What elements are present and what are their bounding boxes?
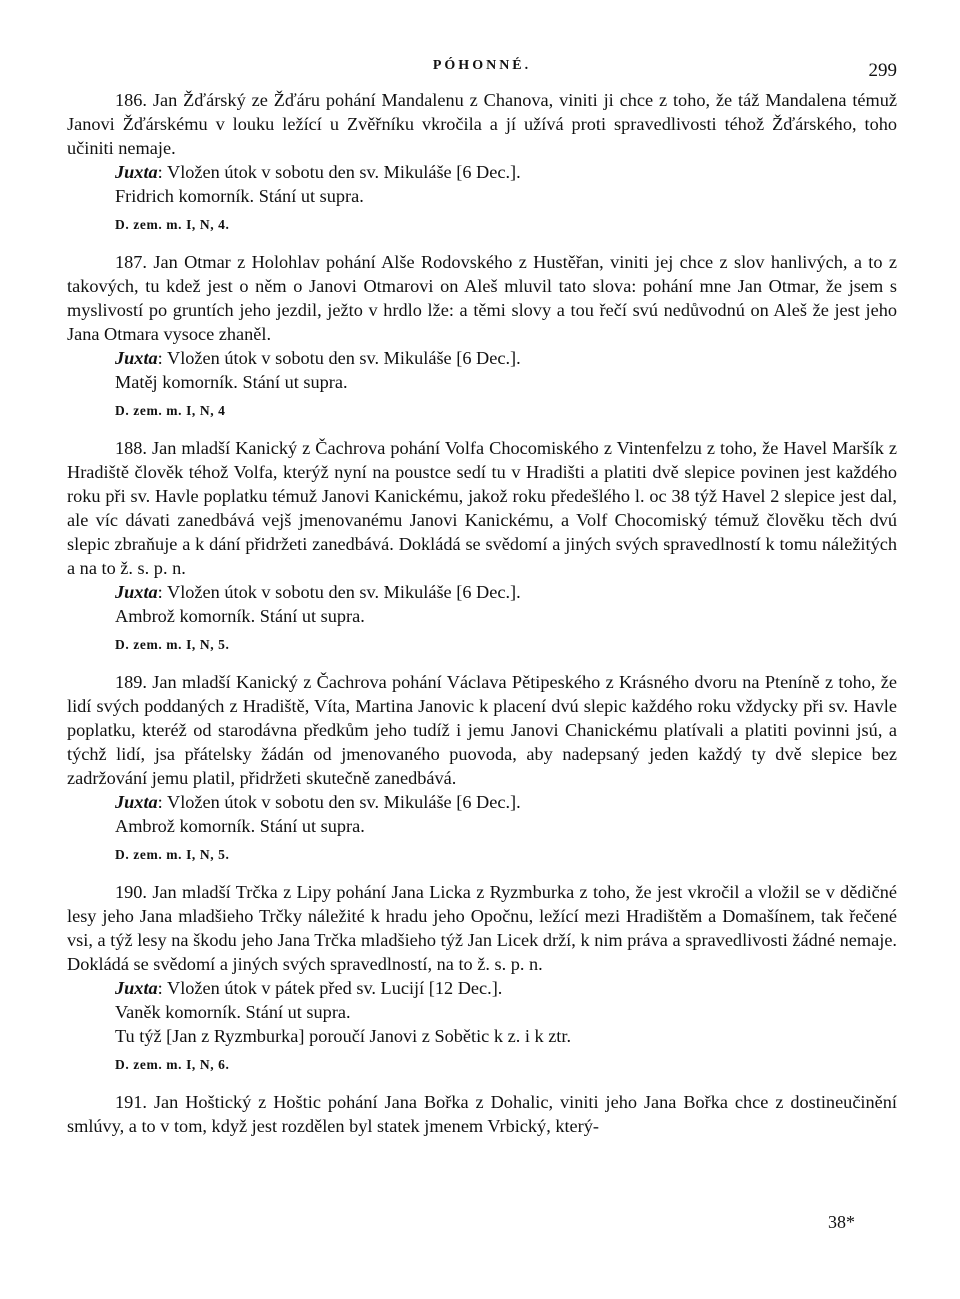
juxta-label: Juxta <box>115 348 158 368</box>
entry-text: 189. Jan mladší Kanický z Čachrova pohání Václava Pětipeského z Krásného dvoru na Pteníně z toho, že lidí svých poddaných z Hradiště, Víta, Martina Janovic k placení dvú slepic každého roku vždycky při sv. Havle poplatku, kteréž od starodávna předkům jeho tudíž i jemu Janovi Chanickému platívali a platiti povinni jsú, a týchž lidí, jsa přátelsky žádán od jmenovaného puovoda, aby nadepsaný jeden každý ty dvě slepice bez zadržování jemu platil, přidržeti skutečně zanedbává. <box>67 672 897 788</box>
juxta-label: Juxta <box>115 582 158 602</box>
source-reference: D. zem. m. I, N, 6. <box>115 1057 230 1072</box>
entry-note-line: Matěj komorník. Stání ut supra. <box>115 372 348 392</box>
entry <box>67 250 897 422</box>
juxta-text: : Vložen útok v sobotu den sv. Mikuláše [6 Dec.]. <box>157 162 521 182</box>
document-page <box>67 52 897 1138</box>
entry-text: 188. Jan mladší Kanický z Čachrova pohání Volfa Chocomiského z Vintenfelzu z toho, že Havel Maršík z Hradiště člověk téhož Volfa, kterýž nyní na poustce sedí tu v Hradišti a platiti dvě slepice povinen jest každého roku při sv. Havle poplatku témuž Janovi Kanickému, jakož roku předešlého l. oc 38 týž Havel 2 slepice jest dal, ale víc dávati zanedbává vejš jmenovanému Janovi Kanickému, a Volf Chocomiský témuž člověku těch dvú slepic zbraňuje a k dání přidržeti zanedbává. Dokládá se svědomí a jiných svých spravedlností k tomu náležitých a na to ž. s. p. n. <box>67 438 897 578</box>
source-reference: D. zem. m. I, N, 5. <box>115 847 230 862</box>
entry <box>67 670 897 866</box>
juxta-line <box>115 790 897 814</box>
juxta-text: : Vložen útok v sobotu den sv. Mikuláše [6 Dec.]. <box>157 348 521 368</box>
entry <box>67 88 897 236</box>
juxta-text: : Vložen útok v pátek před sv. Lucijí [12 Dec.]. <box>157 978 503 998</box>
entry-note-line: Ambrož komorník. Stání ut supra. <box>115 816 365 836</box>
entries-list <box>67 88 897 1138</box>
juxta-line <box>115 160 897 184</box>
entry-note-line: Fridrich komorník. Stání ut supra. <box>115 186 364 206</box>
entry-note-line: Vaněk komorník. Stání ut supra. <box>115 1002 351 1022</box>
signature-mark: 38* <box>828 1212 855 1232</box>
juxta-text: : Vložen útok v sobotu den sv. Mikuláše [6 Dec.]. <box>157 582 521 602</box>
juxta-line <box>115 580 897 604</box>
juxta-label: Juxta <box>115 792 158 812</box>
entry-text: 191. Jan Hoštický z Hoštic pohání Jana Bořka z Dohalic, viniti jeho Jana Bořka chce z dostineučinění smlúvy, a to v tom, když jest rozdělen byl statek jmenem Vrbický, který- <box>67 1092 897 1136</box>
entry-note-line: Tu týž [Jan z Ryzmburka] poroučí Janovi z Sobětic k z. i k ztr. <box>115 1026 572 1046</box>
entry <box>67 1090 897 1138</box>
running-title: PÓHONNÉ. <box>432 58 532 73</box>
entry-text: 190. Jan mladší Trčka z Lipy pohání Jana Licka z Ryzmburka z toho, že jest vkročil a vložil se v dědičné lesy jeho Jana mladšieho Trčky náležité k hradu jeho Opočnu, ležící mezi Hradištěm a Domašínem, tak řečené vsi, a týž lesy na škodu jeho Jana Trčka mladšieho týž Jan Licek drží, k nim práva a spravedlivosti žádné nemaje. Dokládá se svědomí a jiných svých spravedlností, na to ž. s. p. n. <box>67 882 897 974</box>
entry-text: 186. Jan Žďárský ze Žďáru pohání Mandalenu z Chanova, viniti ji chce z toho, že táž Mandalena témuž Janovi Žďárskému v louku ležící u Zvěřníku vkročila a jí užívá proti spravedlivosti téhož Žďárského, toho učiniti nemaje. <box>67 90 897 158</box>
entry-note-line: Ambrož komorník. Stání ut supra. <box>115 606 365 626</box>
entry <box>67 436 897 656</box>
source-reference: D. zem. m. I, N, 4. <box>115 217 230 232</box>
source-reference: D. zem. m. I, N, 5. <box>115 637 230 652</box>
juxta-line <box>115 976 897 1000</box>
entry-text: 187. Jan Otmar z Holohlav pohání Alše Rodovského z Hustěřan, viniti jej chce z slov hanlivých, a to z takových, tu kdež jest o něm o Janovi Otmarovi on Aleš mluvil tato slova: pohání mne Jan Otmar, že jsem s myslivostí po gruntích jeho jezdil, ježto v hrdlo lže: a těmi slovy a tou řečí svú nedůvodnú on Aleš že jest jeho Jana Otmara vysoce zhaněl. <box>67 252 897 344</box>
source-reference: D. zem. m. I, N, 4 <box>115 403 226 418</box>
page-number: 299 <box>868 60 897 81</box>
juxta-label: Juxta <box>115 978 158 998</box>
entry <box>67 880 897 1076</box>
juxta-text: : Vložen útok v sobotu den sv. Mikuláše [6 Dec.]. <box>157 792 521 812</box>
page-header <box>67 52 897 82</box>
juxta-line <box>115 346 897 370</box>
juxta-label: Juxta <box>115 162 158 182</box>
